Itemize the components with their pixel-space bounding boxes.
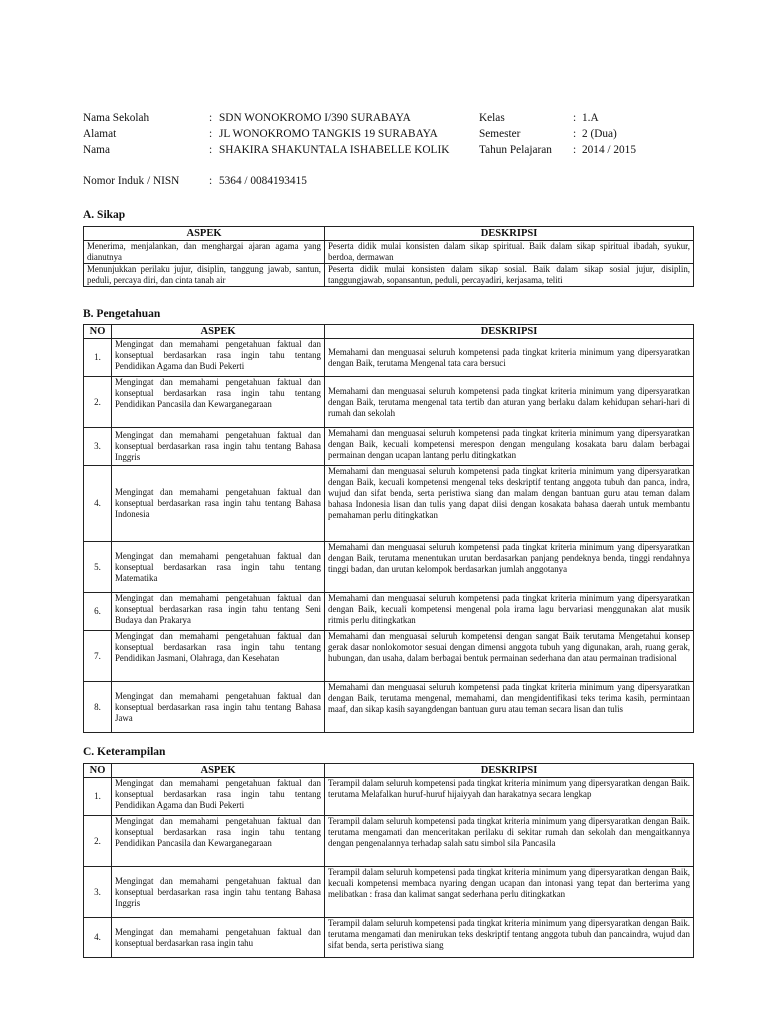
colon: :: [573, 112, 577, 124]
semester-value: 2 (Dua): [582, 128, 617, 140]
table-row: [84, 241, 694, 264]
row-number: 1.: [84, 778, 112, 816]
section-title-sikap: A. Sikap: [83, 209, 126, 221]
table-row: [84, 377, 694, 428]
row-number: 3.: [84, 428, 112, 466]
deskripsi-cell: Terampil dalam seluruh kompetensi pada tingkat kriteria minimum yang dipersyaratkan dengan Baik. terutama Melafalkan huruf-huruf hijaiyyah dan harakatnya secara lengkap: [325, 778, 694, 816]
row-number: 2.: [84, 377, 112, 428]
deskripsi-cell: Memahami dan menguasai seluruh kompetensi pada tingkat kriteria minimum yang dipersyaratkan dengan Baik, terutama Mengenal tata cara bersuci: [325, 339, 694, 377]
deskripsi-cell: Memahami dan menguasai seluruh kompetensi dengan sangat Baik terutama Mengetahui konsep gerak dasar nonlokomotor sesuai dengan dimensi anggota tubuh yang digunakan, arah, ruang gerak, hubungan, dan usaha, dalam berbagai bentuk permainan sederhana dan atau permainan tradisional: [325, 631, 694, 682]
table-row: [84, 264, 694, 287]
address-label: Alamat: [83, 128, 117, 140]
table-row: [84, 542, 694, 593]
deskripsi-cell: Terampil dalam seluruh kompetensi pada tingkat kriteria minimum yang dipersyaratkan dengan Baik. terutama mengamati dan menirukan teks deskriptif tentang anggota tubuh dan pancaindra, wujud dan sifat benda, serta peristiwa siang: [325, 918, 694, 958]
aspek-cell: Mengingat dan memahami pengetahuan faktual dan konseptual berdasarkan rasa ingin tahu tentang Seni Budaya dan Prakarya: [112, 593, 325, 631]
colon: :: [209, 144, 213, 156]
keterampilan-table: [83, 763, 694, 958]
aspek-cell: Mengingat dan memahami pengetahuan faktual dan konseptual berdasarkan rasa ingin tahu tentang Bahasa Inggris: [112, 428, 325, 466]
row-number: 7.: [84, 631, 112, 682]
aspek-cell: Mengingat dan memahami pengetahuan faktual dan konseptual berdasarkan rasa ingin tahu tentang Pendidikan Agama dan Budi Pekerti: [112, 778, 325, 816]
deskripsi-cell: Terampil dalam seluruh kompetensi pada tingkat kriteria minimum yang dipersyaratkan dengan Baik, kecuali kompetensi membaca nyaring dengan ucapan dan intonasi yang tepat dan berterima yang melibatkan : frasa dan kalimat sangat sederhana perlu ditingkatkan: [325, 867, 694, 918]
section-title-keterampilan: C. Keterampilan: [83, 746, 166, 758]
sikap-table: [83, 226, 694, 287]
row-number: 1.: [84, 339, 112, 377]
address-value: JL WONOKROMO TANGKIS 19 SURABAYA: [219, 128, 438, 140]
class-label: Kelas: [479, 112, 505, 124]
table-row: [84, 631, 694, 682]
column-header-aspek: ASPEK: [112, 764, 325, 778]
aspek-cell: Mengingat dan memahami pengetahuan faktual dan konseptual berdasarkan rasa ingin tahu tentang Bahasa Indonesia: [112, 466, 325, 542]
deskripsi-cell: Peserta didik mulai konsisten dalam sikap sosial. Baik dalam sikap sosial jujur, disiplin, tanggungjawab, sopansantun, peduli, percayadiri, kerjasama, teliti: [325, 264, 694, 287]
aspek-cell: Menunjukkan perilaku jujur, disiplin, tanggung jawab, santun, peduli, percaya diri, dan cinta tanah air: [84, 264, 325, 287]
row-number: 5.: [84, 542, 112, 593]
table-row: [84, 816, 694, 867]
row-number: 8.: [84, 682, 112, 733]
aspek-cell: Mengingat dan memahami pengetahuan faktual dan konseptual berdasarkan rasa ingin tahu tentang Pendidikan Agama dan Budi Pekerti: [112, 339, 325, 377]
header-row: [83, 111, 703, 127]
deskripsi-cell: Memahami dan menguasai seluruh kompetensi pada tingkat kriteria minimum yang dipersyaratkan dengan Baik, kecuali kompetensi mengenal pola irama lagu bervariasi menggunakan alat musik ritmis perlu ditingkatkan: [325, 593, 694, 631]
column-header-no: NO: [84, 764, 112, 778]
row-number: 2.: [84, 816, 112, 867]
colon: :: [209, 128, 213, 140]
deskripsi-cell: Memahami dan menguasai seluruh kompetensi pada tingkat kriteria minimum yang dipersyaratkan dengan Baik, terutama mengenal tata tertib dan aturan yang berlaku dalam kehidupan sehari-hari di rumah dan sekolah: [325, 377, 694, 428]
column-header-deskripsi: DESKRIPSI: [325, 325, 694, 339]
deskripsi-cell: Memahami dan menguasai seluruh kompetensi pada tingkat kriteria minimum yang dipersyaratkan dengan Baik, kecuali kompetensi merespon dengan mengulang kosakata baru dalam berbagai permainan dengan ucapan lantang perlu ditingkatkan: [325, 428, 694, 466]
table-row: [84, 682, 694, 733]
colon: :: [209, 175, 213, 187]
table-row: [84, 339, 694, 377]
table-header-row: [84, 227, 694, 241]
deskripsi-cell: Terampil dalam seluruh kompetensi pada tingkat kriteria minimum yang dipersyaratkan dengan Baik. terutama mengamati dan menceritakan perilaku di sekitar rumah dan sekolah dan mengaitkannya dengan pengenalannya terhadap salah satu simbol sila Pancasila: [325, 816, 694, 867]
semester-label: Semester: [479, 128, 521, 140]
table-header-row: [84, 764, 694, 778]
pengetahuan-table: [83, 324, 694, 733]
aspek-cell: Mengingat dan memahami pengetahuan faktual dan konseptual berdasarkan rasa ingin tahu: [112, 918, 325, 958]
aspek-cell: Mengingat dan memahami pengetahuan faktual dan konseptual berdasarkan rasa ingin tahu tentang Matematika: [112, 542, 325, 593]
column-header-deskripsi: DESKRIPSI: [325, 227, 694, 241]
column-header-aspek: ASPEK: [84, 227, 325, 241]
academic-year-value: 2014 / 2015: [582, 144, 636, 156]
colon: :: [573, 144, 577, 156]
academic-year-label: Tahun Pelajaran: [479, 144, 552, 156]
row-number: 3.: [84, 867, 112, 918]
row-number: 4.: [84, 466, 112, 542]
table-header-row: [84, 325, 694, 339]
table-row: [84, 778, 694, 816]
aspek-cell: Mengingat dan memahami pengetahuan faktual dan konseptual berdasarkan rasa ingin tahu tentang Pendidikan Pancasila dan Kewarganegaraan: [112, 816, 325, 867]
column-header-no: NO: [84, 325, 112, 339]
table-row: [84, 428, 694, 466]
row-number: 6.: [84, 593, 112, 631]
column-header-deskripsi: DESKRIPSI: [325, 764, 694, 778]
row-number: 4.: [84, 918, 112, 958]
student-info-header: [83, 111, 703, 190]
header-row: [83, 174, 703, 190]
aspek-cell: Mengingat dan memahami pengetahuan faktual dan konseptual berdasarkan rasa ingin tahu tentang Bahasa Inggris: [112, 867, 325, 918]
colon: :: [573, 128, 577, 140]
aspek-cell: Menerima, menjalankan, dan menghargai ajaran agama yang dianutnya: [84, 241, 325, 264]
school-name-label: Nama Sekolah: [83, 112, 150, 124]
aspek-cell: Mengingat dan memahami pengetahuan faktual dan konseptual berdasarkan rasa ingin tahu tentang Pendidikan Jasmani, Olahraga, dan Kesehatan: [112, 631, 325, 682]
deskripsi-cell: Peserta didik mulai konsisten dalam sikap spiritual. Baik dalam sikap spiritual ibadah, syukur, berdoa, dermawan: [325, 241, 694, 264]
student-id-label: Nomor Induk / NISN: [83, 175, 180, 187]
school-name-value: SDN WONOKROMO I/390 SURABAYA: [219, 112, 411, 124]
table-row: [84, 466, 694, 542]
student-name-value: SHAKIRA SHAKUNTALA ISHABELLE KOLIK: [219, 144, 450, 156]
table-row: [84, 867, 694, 918]
table-row: [84, 593, 694, 631]
student-id-value: 5364 / 0084193415: [219, 175, 307, 187]
section-title-pengetahuan: B. Pengetahuan: [83, 308, 161, 320]
deskripsi-cell: Memahami dan menguasai seluruh kompetensi pada tingkat kriteria minimum yang dipersyaratkan dengan Baik, kecuali kompetensi mengenal teks deskriptif tentang anggota tubuh dan panca, indra, wujud dan sifat benda, serta peristiwa siang dan malam dengan bantuan guru atau teman dalam bahasa Indonesia lisan dan tulis yang dapat diisi dengan kosakata bahasa daerah untuk membantu pemahaman perlu ditingkatkan: [325, 466, 694, 542]
column-header-aspek: ASPEK: [112, 325, 325, 339]
header-row: [83, 143, 703, 174]
colon: :: [209, 112, 213, 124]
student-name-label: Nama: [83, 144, 110, 156]
class-value: 1.A: [582, 112, 599, 124]
table-row: [84, 918, 694, 958]
header-row: [83, 127, 703, 143]
aspek-cell: Mengingat dan memahami pengetahuan faktual dan konseptual berdasarkan rasa ingin tahu tentang Bahasa Jawa: [112, 682, 325, 733]
deskripsi-cell: Memahami dan menguasai seluruh kompetensi pada tingkat kriteria minimum yang dipersyaratkan dengan Baik, terutama menentukan urutan berdasarkan panjang pendeknya benda, tinggi rendahnya tinggi badan, dan urutan kelompok berdasarkan jumlah anggotanya: [325, 542, 694, 593]
aspek-cell: Mengingat dan memahami pengetahuan faktual dan konseptual berdasarkan rasa ingin tahu tentang Pendidikan Pancasila dan Kewarganegaraan: [112, 377, 325, 428]
deskripsi-cell: Memahami dan menguasai seluruh kompetensi pada tingkat kriteria minimum yang dipersyaratkan dengan Baik, terutama mengenal, memahami, dan mengidentifikasi teks terima kasih, permintaan maaf, dan sikap kasih sayangdengan bantuan guru atau teman secara lisan dan tulis: [325, 682, 694, 733]
